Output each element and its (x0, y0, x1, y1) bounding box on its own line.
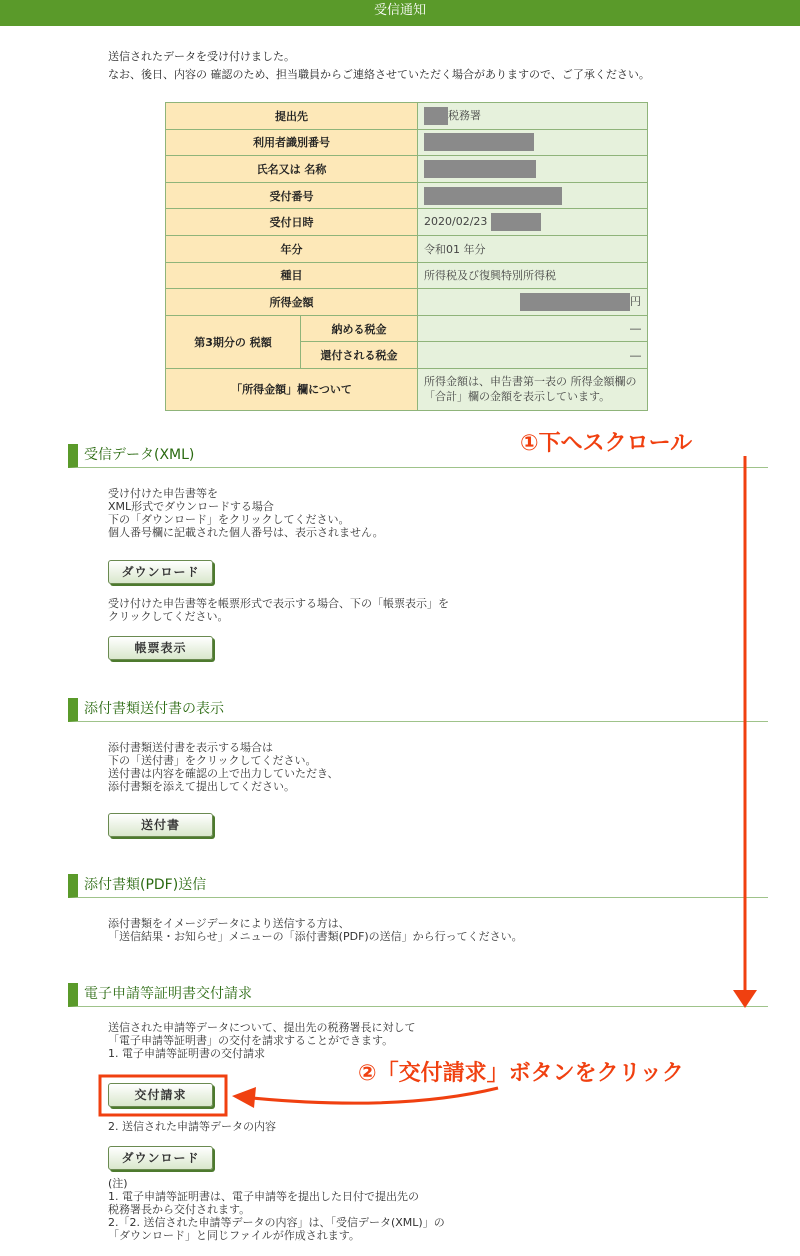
form-display-description (108, 597, 449, 623)
label-income-note: 「所得金額」欄について (166, 368, 418, 410)
value-name (418, 156, 648, 183)
text-line: 送付書は内容を確認の上で出力していただき、 (108, 767, 339, 780)
attachment-cover-description (108, 741, 339, 793)
certificate-notes (108, 1177, 445, 1242)
text-line: 1. 電子申請等証明書は、電子申請等を提出した日付で提出先の (108, 1190, 419, 1203)
xml-download-button[interactable]: ダウンロード (108, 560, 213, 584)
text-line: 「送信結果・お知らせ」メニューの「添付書類(PDF)の送信」から行ってください。 (108, 930, 523, 943)
table-row (166, 315, 648, 342)
click-arrow (252, 1088, 498, 1103)
certificate-request-button[interactable]: 交付請求 (108, 1083, 213, 1107)
text-line: 「ダウンロード」と同じファイルが作成されます。 (108, 1229, 360, 1242)
table-row (166, 156, 648, 183)
redaction (424, 187, 562, 205)
text-line: 「電子申請等証明書」の交付を請求することができます。 (108, 1034, 394, 1047)
label-user-id: 利用者識別番号 (166, 129, 418, 156)
section-heading-xml: 受信データ(XML) (68, 444, 768, 468)
table-row (166, 182, 648, 209)
table-row (166, 289, 648, 316)
click-arrow-head (232, 1087, 256, 1108)
text-line: 下の「送付書」をクリックしてください。 (108, 754, 317, 767)
value-tax-pay: ― (418, 315, 648, 342)
value-tax-type: 所得税及び復興特別所得税 (418, 262, 648, 289)
label-income: 所得金額 (166, 289, 418, 316)
text-line: クリックしてください。 (108, 610, 229, 623)
intro-text (108, 48, 650, 84)
annotation-click: ②「交付請求」ボタンをクリック (358, 1061, 684, 1086)
label-name: 氏名又は 名称 (166, 156, 418, 183)
table-row (166, 103, 648, 130)
page-title: 受信通知 (0, 0, 800, 26)
section-heading-pdf: 添付書類(PDF)送信 (68, 874, 768, 898)
certificate-download-button[interactable]: ダウンロード (108, 1146, 213, 1170)
table-row (166, 368, 648, 410)
label-tax-pay: 納める税金 (301, 315, 418, 342)
redaction (424, 107, 448, 125)
text-line: 受け付けた申告書等を (108, 487, 218, 500)
label-receipt-datetime: 受付日時 (166, 209, 418, 236)
text-line: 送信された申請等データについて、提出先の税務署長に対して (108, 1021, 416, 1034)
table-row (166, 235, 648, 262)
value-income-note: 所得金額は、申告書第一表の 所得金額欄の「合計」欄の金額を表示しています。 (418, 368, 648, 410)
certificate-item-2: 2. 送信された申請等データの内容 (108, 1120, 276, 1133)
text-line: 税務署長から交付されます。 (108, 1203, 251, 1216)
label-submit-to: 提出先 (166, 103, 418, 130)
redaction (491, 213, 541, 231)
section-heading-certificate: 電子申請等証明書交付請求 (68, 983, 768, 1007)
cover-letter-button[interactable]: 送付書 (108, 813, 213, 837)
text-line: 受け付けた申告書等を帳票形式で表示する場合、下の「帳票表示」を (108, 597, 449, 610)
intro-line-1: 送信されたデータを受け付けました。 (108, 50, 295, 63)
pdf-description (108, 917, 523, 943)
value-year: 令和01 年分 (418, 235, 648, 262)
form-display-button[interactable]: 帳票表示 (108, 636, 213, 660)
text-line: 下の「ダウンロード」をクリックしてください。 (108, 513, 350, 526)
value-receipt-number (418, 182, 648, 209)
redaction (520, 293, 630, 311)
text-line: XML形式でダウンロードする場合 (108, 500, 274, 513)
table-row (166, 209, 648, 236)
text-line: 2.「2. 送信された申請等データの内容」は、「受信データ(XML)」の (108, 1216, 445, 1229)
label-year: 年分 (166, 235, 418, 262)
text-line: 添付書類をイメージデータにより送信する方は、 (108, 917, 350, 930)
text-line: 個人番号欄に記載された個人番号は、表示されません。 (108, 526, 384, 539)
table-row (166, 262, 648, 289)
text-line: 添付書類を添えて提出してください。 (108, 780, 295, 793)
redaction (424, 160, 536, 178)
text-line: (注) (108, 1177, 128, 1190)
text-line: 1. 電子申請等証明書の交付請求 (108, 1047, 265, 1060)
value-submit-to: 税務署 (418, 103, 648, 130)
text-line: 添付書類送付書を表示する場合は (108, 741, 273, 754)
intro-line-2: なお、後日、内容の 確認のため、担当職員からご連絡させていただく場合がありますので、ご了承ください。 (108, 68, 650, 81)
value-user-id (418, 129, 648, 156)
annotation-scroll: ①下へスクロール (520, 431, 693, 456)
receipt-info-table (165, 102, 648, 411)
value-income: 円 (418, 289, 648, 316)
label-tax-refund: 還付される税金 (301, 342, 418, 369)
value-receipt-datetime: 2020/02/23 (418, 209, 648, 236)
certificate-description (108, 1021, 416, 1060)
redaction (424, 133, 534, 151)
table-row (166, 129, 648, 156)
section-heading-attachment-cover: 添付書類送付書の表示 (68, 698, 768, 722)
label-tax-group: 第3期分の 税額 (166, 315, 301, 368)
xml-description (108, 487, 384, 539)
label-receipt-number: 受付番号 (166, 182, 418, 209)
value-tax-refund: ― (418, 342, 648, 369)
label-tax-type: 種目 (166, 262, 418, 289)
